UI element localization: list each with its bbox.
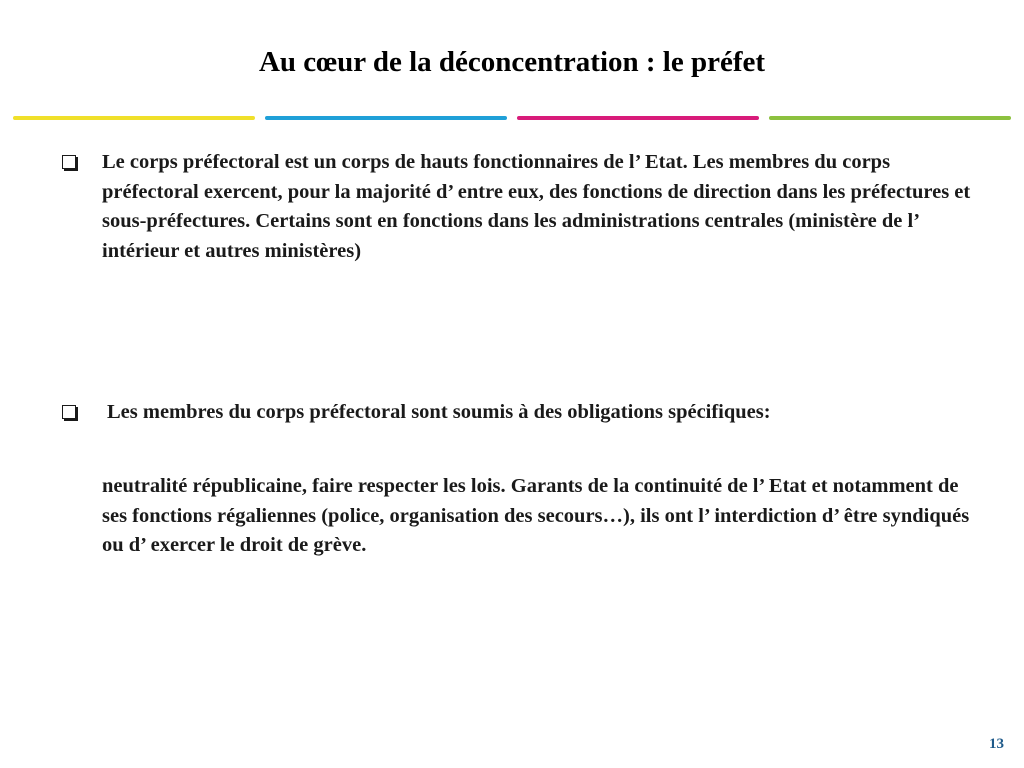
slide-title: Au cœur de la déconcentration : le préfet <box>258 46 766 78</box>
divider-yellow <box>13 116 255 120</box>
divider-blue <box>265 116 507 120</box>
bullet-paragraph-obligations: Les membres du corps préfectoral sont soumis à des obligations spécifiques: <box>107 401 771 423</box>
divider-green <box>769 116 1011 120</box>
hollow-square-bullet-icon <box>62 405 76 419</box>
divider-pink <box>517 116 759 120</box>
page-number: 13 <box>989 736 1004 752</box>
obligations-detail-paragraph: neutralité républicaine, faire respecter les lois. Garants de la continuité de l’ Etat et notamment de ses fonctions régaliennes (police, organisation des secours…), ils ont l’ interdiction d’ être syndiqués ou d’ exercer le droit de grève. <box>102 475 970 556</box>
bullet-paragraph-corps-prefectoral: Le corps préfectoral est un corps de hauts fonctionnaires de l’ Etat. Les membres du corps préfectoral exercent, pour la majorité d’ entre eux, des fonctions de direction dans les préfectures et sous-préfectures. Certains sont en fonctions dans les administrations centrales (ministère de l’ intérieur et autres ministères) <box>102 151 971 262</box>
hollow-square-bullet-icon <box>62 155 76 169</box>
